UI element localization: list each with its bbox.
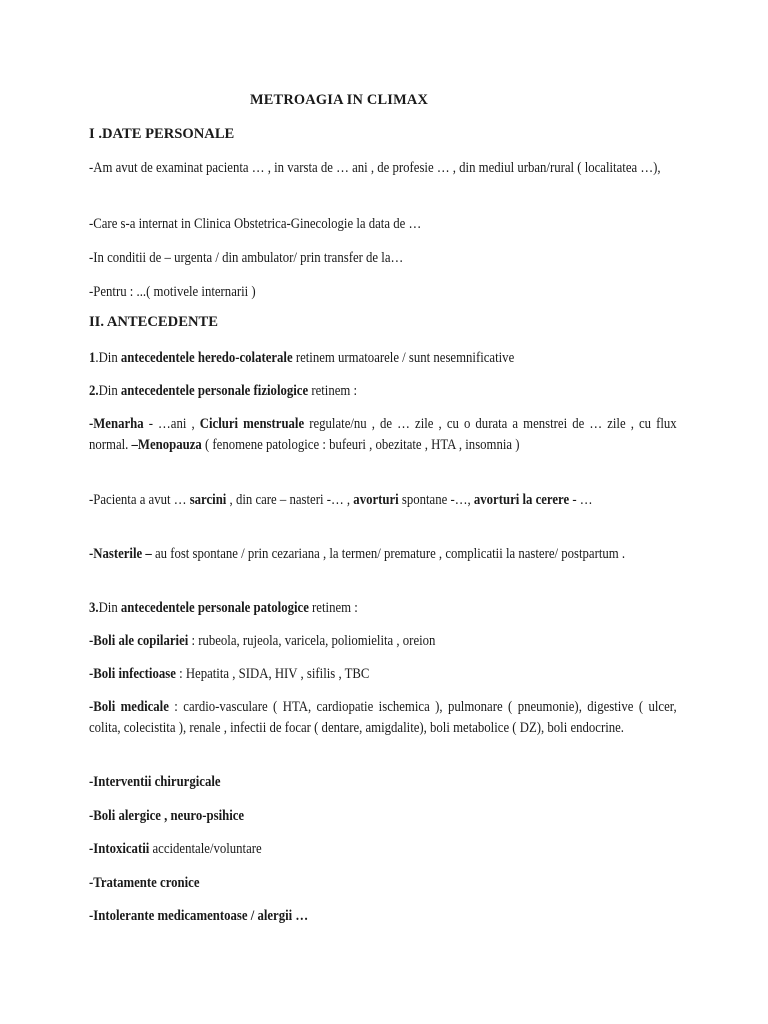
- paragraph-personale-patologice: 3.Din antecedentele personale patologice retinem :: [89, 600, 358, 616]
- paragraph-examinat: -Am avut de examinat pacienta … , in varsta de … ani , de profesie … , din mediul urban/rural ( localitatea …),: [89, 160, 661, 176]
- paragraph-boli-copilariei: -Boli ale copilariei : rubeola, rujeola, varicela, poliomielita , oreion: [89, 633, 436, 649]
- paragraph-internat: -Care s-a internat in Clinica Obstetrica-Ginecologie la data de …: [89, 216, 422, 232]
- paragraph-conditii: -In conditii de – urgenta / din ambulator/ prin transfer de la…: [89, 250, 404, 266]
- paragraph-boli-alergice: -Boli alergice , neuro-psihice: [89, 808, 245, 824]
- paragraph-intolerante: -Intolerante medicamentoase / alergii …: [89, 908, 309, 924]
- document-page: [89, 0, 677, 1024]
- section-heading-antecedente: II. ANTECEDENTE: [89, 314, 218, 330]
- paragraph-boli-infectioase: -Boli infectioase : Hepatita , SIDA, HIV , sifilis , TBC: [89, 666, 370, 682]
- paragraph-boli-medicale: -Boli medicale : cardio-vasculare ( HTA, cardiopatie ischemica ), pulmonare ( pneumonie), digestive ( ulcer, colita, colecistita ), renale , infectii de focar ( dentare, amigdalite), boli metabolice ( DZ), boli endocrine.: [89, 699, 677, 736]
- paragraph-menarha: -Menarha - …ani , Cicluri menstruale regulate/nu , de … zile , cu o durata a menstrei de … zile , cu flux normal. –Menopauza ( fenomene patologice : bufeuri , obezitate , HTA , insomnia ): [89, 416, 677, 453]
- document-title: METROAGIA IN CLIMAX: [249, 92, 429, 108]
- paragraph-nasterile: -Nasterile – au fost spontane / prin cezariana , la termen/ premature , complicatii la nastere/ postpartum .: [89, 546, 626, 562]
- paragraph-sarcini: -Pacienta a avut … sarcini , din care – nasteri -… , avorturi spontane -…, avorturi la cerere - …: [89, 492, 593, 508]
- paragraph-intoxicatii: -Intoxicatii accidentale/voluntare: [89, 841, 262, 857]
- paragraph-interventii: -Interventii chirurgicale: [89, 774, 221, 790]
- paragraph-heredo-colaterale: 1.Din antecedentele heredo-colaterale retinem urmatoarele / sunt nesemnificative: [89, 350, 515, 366]
- paragraph-tratamente: -Tratamente cronice: [89, 875, 200, 891]
- paragraph-pentru: -Pentru : ...( motivele internarii ): [89, 284, 256, 300]
- paragraph-personale-fiziologice: 2.Din antecedentele personale fiziologice retinem :: [89, 383, 358, 399]
- section-heading-date-personale: I .DATE PERSONALE: [89, 126, 235, 142]
